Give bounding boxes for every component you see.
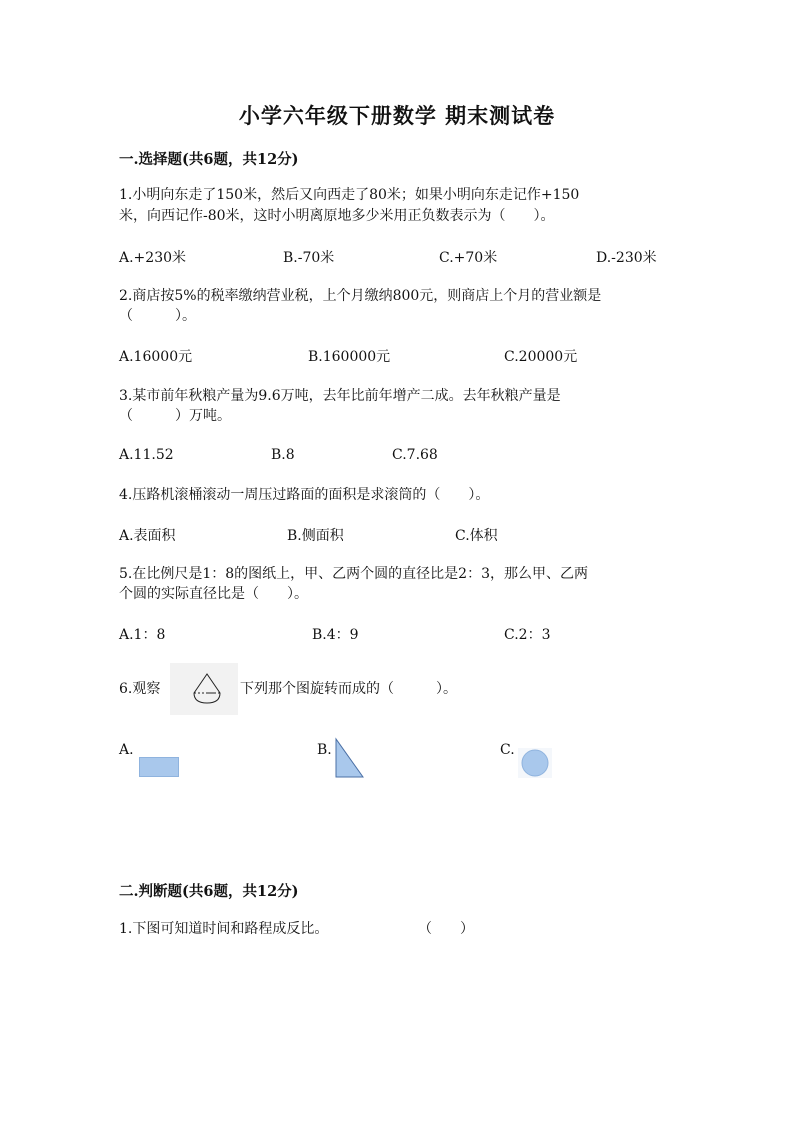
judgment-question-1: 1.下图可知道时间和路程成反比。 [119,921,329,937]
question-6-option-a: A. [119,742,134,758]
question-2-option-c: C.20000元 [504,349,578,365]
question-1-option-b: B.-70米 [283,250,335,266]
section-heading-judgment: 二.判断题(共6题，共12分) [119,883,299,900]
question-1-line-2: 米，向西记作-80米，这时小明离原地多少米用正负数表示为（ ）。 [119,208,555,224]
question-1-option-a: A.+230米 [119,250,187,266]
question-3-line-2: （ ）万吨。 [119,408,231,424]
question-3-option-c: C.7.68 [392,447,438,463]
question-4-option-b: B.侧面积 [287,528,344,544]
circle-shape-image [518,748,552,778]
section-heading-choice: 一.选择题(共6题，共12分) [119,151,299,168]
circle-icon [518,748,552,778]
question-6-text-after: 下列那个图旋转而成的（ ）。 [240,681,457,697]
cone-icon [170,663,238,715]
question-3-option-a: A.11.52 [119,447,174,463]
question-1-option-c: C.+70米 [439,250,498,266]
right-triangle-icon [333,737,365,779]
question-3-option-b: B.8 [271,447,295,463]
page-title: 小学六年级下册数学 期末测试卷 [238,103,556,128]
question-5-option-b: B.4：9 [312,627,359,643]
question-5-line-1: 5.在比例尺是1：8的图纸上，甲、乙两个圆的直径比是2：3，那么甲、乙两 [119,566,588,582]
question-2-line-1: 2.商店按5%的税率缴纳营业税，上个月缴纳800元，则商店上个月的营业额是 [119,288,602,304]
question-3-line-1: 3.某市前年秋粮产量为9.6万吨，去年比前年增产二成。去年秋粮产量是 [119,388,561,404]
question-5-option-c: C.2：3 [504,627,551,643]
question-4-line-1: 4.压路机滚桶滚动一周压过路面的面积是求滚筒的（ ）。 [119,487,490,503]
question-5-line-2: 个圆的实际直径比是（ ）。 [119,586,308,602]
question-2-option-a: A.16000元 [119,349,193,365]
question-6-text-before: 6.观察 [119,681,161,697]
judgment-question-1-blank: （ ） [418,921,474,937]
rectangle-shape-image [139,757,179,777]
question-6-option-c: C. [500,742,515,758]
question-4-option-a: A.表面积 [119,528,176,544]
cone-figure-image [170,663,238,715]
question-2-line-2: （ ）。 [119,308,196,324]
right-triangle-shape-image [333,737,365,779]
question-4-option-c: C.体积 [455,528,498,544]
question-1-line-1: 1.小明向东走了150米，然后又向西走了80米；如果小明向东走记作+150 [119,187,580,203]
question-2-option-b: B.160000元 [308,349,391,365]
question-1-option-d: D.-230米 [596,250,657,266]
question-6-option-b: B. [317,742,332,758]
question-5-option-a: A.1：8 [119,627,166,643]
